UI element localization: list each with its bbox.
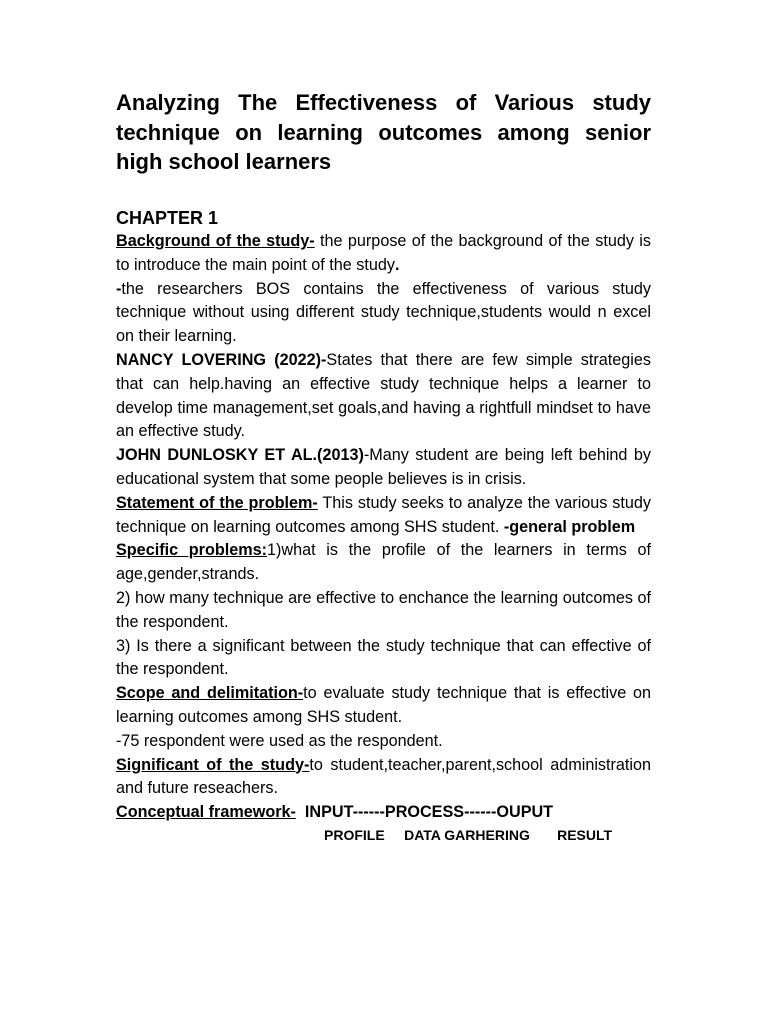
lovering-text: States that there are few simple strategies that can help.having an effective study technique helps a learner to develop time management,set goals,and having a rightfull mindset to have an effective study.: [116, 350, 651, 441]
specific-item-1: 1)what is the profile of the learners in terms of age,gender,strands.: [116, 541, 652, 584]
statement-heading: Statement of the problem-: [116, 493, 318, 512]
respondents-line: -75 respondent were used as the respondent.: [116, 731, 443, 750]
dunlosky-paragraph: [116, 444, 651, 492]
researchers-dash: -: [116, 279, 122, 298]
specific-heading: Specific problems:: [116, 541, 268, 560]
statement-text: This study seeks to analyze the various study technique on learning outcomes among SHS student.: [116, 493, 651, 536]
chapter-heading: CHAPTER 1: [116, 208, 219, 228]
framework-heading: Conceptual framework-: [116, 803, 296, 822]
scope-text: to evaluate study technique that is effective on learning outcomes among SHS student.: [116, 684, 652, 726]
specific-paragraph: [116, 539, 651, 587]
researchers-text: the researchers BOS contains the effectiveness of various study technique without using different study technique,students would n excel on their learning.: [116, 279, 651, 346]
general-problem-label: -general problem: [503, 517, 636, 536]
framework-labels: PROFILE DATA GARHERING RESULT: [324, 826, 613, 843]
lovering-author: NANCY LOVERING (2022)-: [116, 350, 327, 369]
significance-text: to student,teacher,parent,school administration and future reseachers.: [116, 755, 651, 798]
document-body: [116, 230, 651, 845]
framework-flow: INPUT------PROCESS------OUPUT: [295, 803, 554, 822]
scope-paragraph: [116, 682, 651, 730]
dunlosky-author: JOHN DUNLOSKY ET AL.(2013): [116, 446, 364, 465]
lovering-paragraph: [116, 349, 651, 444]
researchers-paragraph: [116, 278, 651, 349]
background-heading: Background of the study-: [116, 232, 315, 250]
scope-heading: Scope and delimitation-: [116, 684, 304, 703]
significance-paragraph: [116, 754, 651, 802]
background-period: .: [394, 255, 400, 274]
statement-paragraph: [116, 492, 651, 540]
dunlosky-text: -Many student are being left behind by educational system that some people believes is in crisis.: [116, 446, 651, 488]
document-page: [116, 88, 652, 843]
significance-heading: Significant of the study-: [116, 755, 310, 774]
document-title: Analyzing The Effectiveness of Various study technique on learning outcomes among senior high school learners: [116, 90, 651, 174]
specific-item-2: 2) how many technique are effective to enchance the learning outcomes of the respondent.: [116, 588, 651, 631]
framework-row: [116, 801, 651, 825]
background-text: the purpose of the background of the study is to introduce the main point of the study: [116, 232, 651, 274]
background-paragraph: [116, 230, 651, 278]
specific-item-3: 3) Is there a significant between the study technique that can effective of the respondent.: [116, 636, 651, 679]
